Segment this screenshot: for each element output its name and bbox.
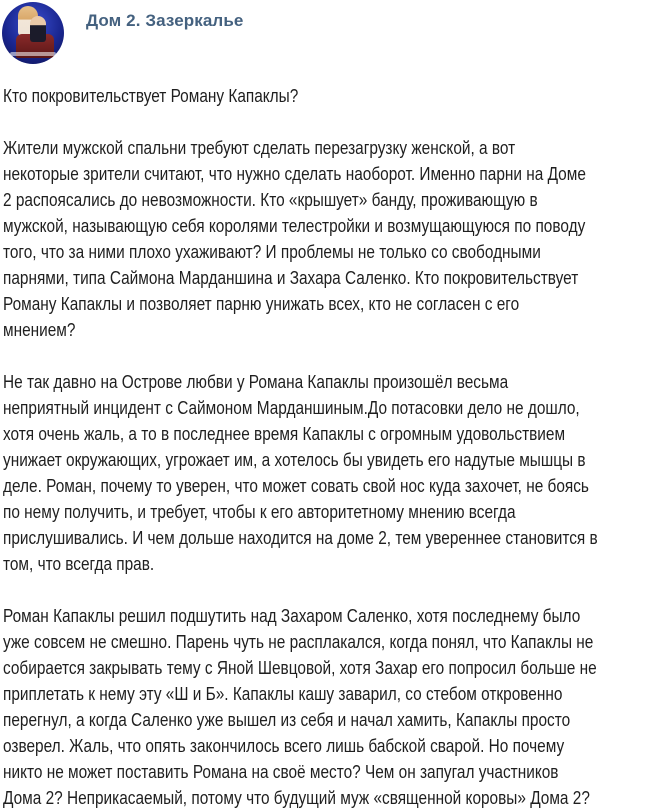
text-line: озверел. Жаль, что опять закончилось всего лишь бабской сварой. Но почему: [3, 736, 565, 756]
avatar-logo: [10, 52, 56, 56]
text-line: того, что за ними плохо ухаживают? И проблемы не только со свободными: [3, 242, 541, 262]
text-line: парнями, типа Саймона Марданшина и Захара Саленко. Кто покровительствует: [3, 268, 579, 288]
text-line: Роман Капаклы решил подшутить над Захаром Саленко, хотя последнему было: [3, 606, 581, 626]
text-line: по нему получить, и требует, чтобы к его авторитетному мнению всегда: [3, 502, 516, 522]
text-line: уже совсем не смешно. Парень чуть не расплакался, когда понял, что Капаклы не: [3, 632, 594, 652]
post-title: Кто покровительствует Роману Капаклы?: [3, 86, 299, 106]
text-line: мнением?: [3, 320, 76, 340]
text-line: 2 распоясались до невозможности. Кто «крышует» банду, проживающую в: [3, 190, 538, 210]
post-body: [3, 83, 602, 811]
text-line: деле. Роман, почему то уверен, что может совать свой нос куда захочет, не боясь: [3, 476, 589, 496]
text-line: некоторые зрители считают, что нужно сделать наоборот. Именно парни на Доме: [3, 164, 586, 184]
paragraph-gap: [3, 343, 602, 369]
text-line: перегнул, а когда Саленко уже вышел из себя и начал хамить, Капаклы просто: [3, 710, 571, 730]
avatar-figure-man: [30, 16, 46, 42]
text-line: Жители мужской спальни требуют сделать перезагрузку женской, а вот: [3, 138, 516, 158]
text-line: прислушивались. И чем дольше находится на доме 2, тем увереннее становится в: [3, 528, 598, 548]
text-line: хотя очень жаль, а то в последнее время Капаклы с огромным удовольствием: [3, 424, 566, 444]
text-line: Дома 2? Неприкасаемый, потому что будущий муж «священной коровы» Дома 2?: [3, 788, 590, 808]
post-header: [0, 0, 670, 62]
text-line: том, что всегда прав.: [3, 554, 155, 574]
paragraph-1: [3, 135, 602, 343]
text-line: Не так давно на Острове любви у Романа Капаклы произошёл весьма: [3, 372, 509, 392]
channel-name-link[interactable]: Дом 2. Зазеркалье: [86, 11, 244, 30]
text-line: мужской, называющую себя королями телестройки и возмущающуюся по поводу: [3, 216, 586, 236]
paragraph-gap: [3, 109, 602, 135]
text-line: неприятный инцидент с Саймоном Марданшиным.До потасовки дело не дошло,: [3, 398, 580, 418]
paragraph-gap: [3, 577, 602, 603]
text-line: унижает окружающих, угрожает им, а хотелось бы увидеть его надутые мышцы в: [3, 450, 586, 470]
paragraph-3: [3, 603, 602, 811]
text-line: Роману Капаклы и позволяет парню унижать всех, кто не согласен с его: [3, 294, 520, 314]
text-line: приплетать к нему эту «Ш и Б». Капаклы кашу заварил, со стебом откровенно: [3, 684, 563, 704]
text-line: никто не может поставить Романа на своё место? Чем он запугал участников: [3, 762, 559, 782]
paragraph-2: [3, 369, 602, 577]
text-line: собирается закрывать тему с Яной Шевцовой, хотя Захар его попросил больше не: [3, 658, 597, 678]
channel-avatar[interactable]: [2, 2, 64, 64]
